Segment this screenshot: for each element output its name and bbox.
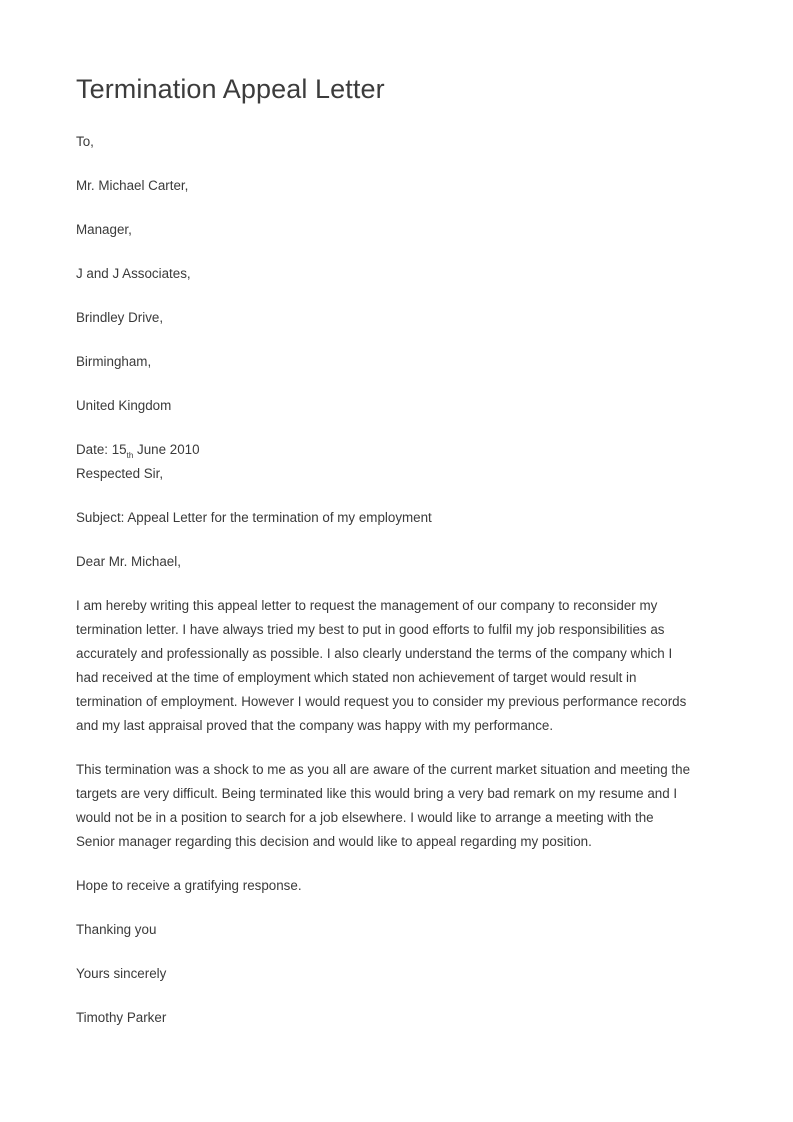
date-suffix: June 2010 <box>133 442 200 457</box>
recipient-city: Birmingham, <box>76 354 152 369</box>
recipient-position: Manager, <box>76 222 132 237</box>
sign-off: Yours sincerely <box>76 966 167 981</box>
page-title: Termination Appeal Letter <box>76 74 385 104</box>
body-paragraph-2 <box>76 758 726 854</box>
subject-line: Subject: Appeal Letter for the termination of my employment <box>76 510 432 525</box>
paragraph-line: would not be in a position to search for a job elsewhere. I would like to arrange a meeting with the <box>76 810 654 825</box>
paragraph-line: This termination was a shock to me as you all are aware of the current market situation and meeting the <box>76 762 691 777</box>
recipient-company: J and J Associates, <box>76 266 191 281</box>
recipient-street: Brindley Drive, <box>76 310 164 325</box>
recipient-country: United Kingdom <box>76 398 172 413</box>
letter-date <box>76 442 200 458</box>
address-to: To, <box>76 134 94 149</box>
date-ordinal: th <box>126 451 134 460</box>
paragraph-line: termination of employment. However I would request you to consider my previous performance records <box>76 694 687 709</box>
greeting: Dear Mr. Michael, <box>76 554 181 569</box>
salutation: Respected Sir, <box>76 466 164 481</box>
signature-name: Timothy Parker <box>76 1010 167 1025</box>
body-paragraph-1 <box>76 594 726 738</box>
paragraph-line: I am hereby writing this appeal letter to request the management of our company to reconsider my <box>76 598 658 613</box>
thanks-line: Thanking you <box>76 922 157 937</box>
date-prefix: Date: 15 <box>76 442 127 457</box>
paragraph-line: termination letter. I have always tried my best to put in good efforts to fulfil my job responsibilities as <box>76 622 665 637</box>
paragraph-line: had received at the time of employment which stated non achievement of target would result in <box>76 670 637 685</box>
paragraph-line: targets are very difficult. Being terminated like this would bring a very bad remark on my resume and I <box>76 786 678 801</box>
recipient-name: Mr. Michael Carter, <box>76 178 189 193</box>
paragraph-line: Senior manager regarding this decision and would like to appeal regarding my position. <box>76 834 592 849</box>
paragraph-line: accurately and professionally as possible. I also clearly understand the terms of the company which I <box>76 646 673 661</box>
paragraph-line: and my last appraisal proved that the company was happy with my performance. <box>76 718 554 733</box>
closing-line: Hope to receive a gratifying response. <box>76 878 302 893</box>
